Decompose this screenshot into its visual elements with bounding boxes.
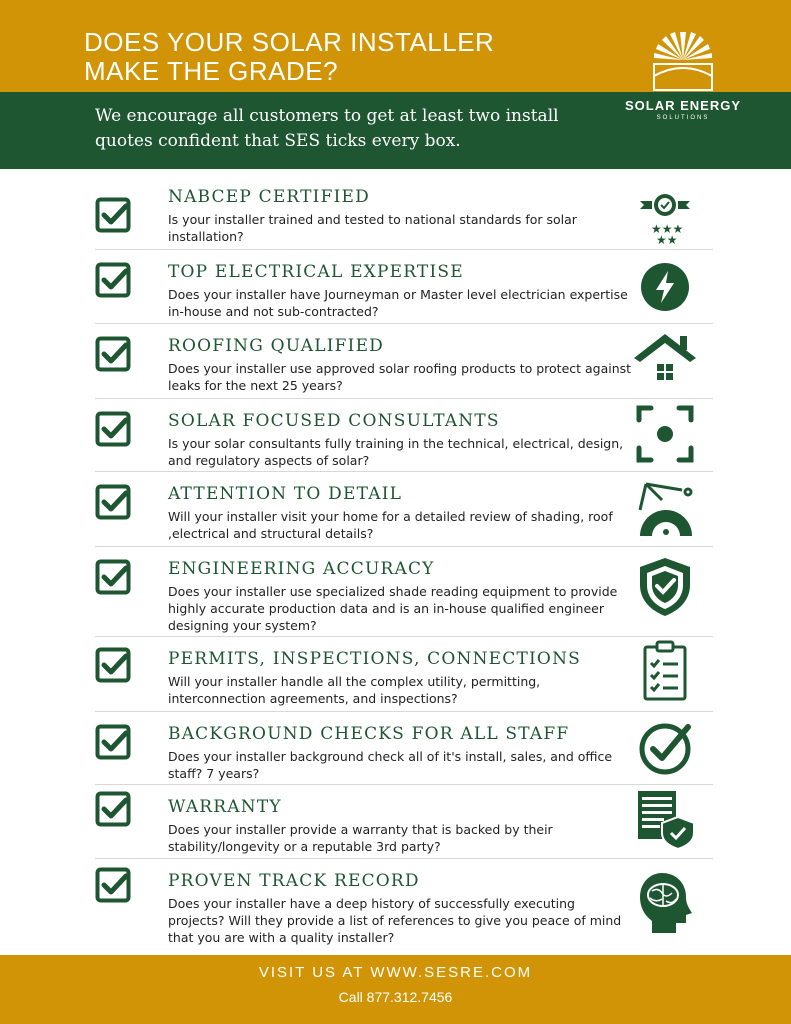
company-logo bbox=[612, 30, 754, 126]
list-item bbox=[0, 175, 791, 250]
checkbox-checked-icon bbox=[95, 336, 131, 372]
list-item bbox=[0, 859, 791, 955]
item-title: ROOFING QUALIFIED bbox=[168, 336, 385, 356]
item-description: Does your installer have a deep history of successfully executing projects? Will they provide a list of references to give you peace of mind that you are with a quality installer? bbox=[168, 896, 622, 945]
title-line-1: DOES YOUR SOLAR INSTALLER bbox=[84, 27, 495, 57]
list-item bbox=[0, 399, 791, 472]
item-title: SOLAR FOCUSED CONSULTANTS bbox=[168, 411, 500, 431]
phone-number[interactable]: Call 877.312.7456 bbox=[338, 989, 453, 1005]
item-title: ATTENTION TO DETAIL bbox=[168, 484, 403, 504]
list-item bbox=[0, 250, 791, 324]
svg-text:★★★: ★★★ bbox=[651, 222, 684, 236]
item-title: PROVEN TRACK RECORD bbox=[168, 871, 420, 891]
item-description: Will your installer handle all the complex utility, permitting, interconnection agreements, and inspections? bbox=[168, 674, 541, 706]
item-title: WARRANTY bbox=[168, 797, 282, 817]
item-title: TOP ELECTRICAL EXPERTISE bbox=[168, 262, 464, 282]
shield-check-icon bbox=[632, 555, 698, 619]
list-item bbox=[0, 547, 791, 637]
item-title: NABCEP CERTIFIED bbox=[168, 187, 370, 207]
logo-subtitle: SOLUTIONS bbox=[656, 115, 710, 121]
list-item bbox=[0, 637, 791, 712]
item-description: Is your installer trained and tested to national standards for solar installation? bbox=[168, 212, 577, 244]
checkbox-checked-icon bbox=[95, 262, 131, 298]
focus-target-icon bbox=[632, 402, 698, 466]
list-item bbox=[0, 472, 791, 547]
item-title: BACKGROUND CHECKS FOR ALL STAFF bbox=[168, 724, 570, 744]
title-line-2: MAKE THE GRADE? bbox=[84, 56, 339, 86]
item-title: ENGINEERING ACCURACY bbox=[168, 559, 435, 579]
checkbox-checked-icon bbox=[95, 867, 131, 903]
item-description: Does your installer provide a warranty that is backed by their stability/longevity or a reputable 3rd party? bbox=[168, 822, 553, 854]
checkbox-checked-icon bbox=[95, 724, 131, 760]
head-brain-icon bbox=[632, 871, 698, 935]
item-description: Does your installer use specialized shade reading equipment to provide highly accurate production data and is an in-house qualified engineer designing your system? bbox=[168, 584, 618, 633]
item-description: Will your installer visit your home for a detailed review of shading, roof ,electrical and structural details? bbox=[168, 509, 613, 541]
logo-name: SOLAR ENERGY bbox=[624, 98, 741, 113]
item-description: Does your installer background check all of it's install, sales, and office staff? 7 years? bbox=[168, 749, 613, 781]
house-roof-icon bbox=[632, 328, 698, 392]
lightning-bolt-icon bbox=[632, 255, 698, 319]
checkbox-checked-icon bbox=[95, 411, 131, 447]
item-description: Is your solar consultants fully training in the technical, electrical, design, and regulatory aspects of solar? bbox=[168, 436, 624, 468]
warranty-document-icon bbox=[632, 787, 698, 851]
list-item bbox=[0, 712, 791, 785]
svg-text:★★: ★★ bbox=[656, 233, 678, 245]
website-link[interactable]: VISIT US AT WWW.SESRE.COM bbox=[258, 964, 533, 981]
checkbox-checked-icon bbox=[95, 559, 131, 595]
item-description: Does your installer have Journeyman or Master level electrician expertise in-house and not sub-contracted? bbox=[168, 287, 628, 319]
checkbox-checked-icon bbox=[95, 647, 131, 683]
page-title bbox=[84, 28, 494, 86]
sun-logo-icon bbox=[652, 30, 714, 92]
checkbox-checked-icon bbox=[95, 791, 131, 827]
item-description: Does your installer use approved solar roofing products to protect against leaks for the next 25 years? bbox=[168, 361, 632, 393]
intro-text: We encourage all customers to get at least two install quotes confident that SES ticks every box. bbox=[95, 106, 559, 151]
checkbox-checked-icon bbox=[95, 197, 131, 233]
clipboard-checklist-icon bbox=[632, 639, 698, 703]
circle-check-icon bbox=[632, 715, 698, 779]
list-item bbox=[0, 785, 791, 859]
list-item bbox=[0, 324, 791, 399]
certified-badge-icon bbox=[632, 181, 698, 245]
item-title: PERMITS, INSPECTIONS, CONNECTIONS bbox=[168, 649, 581, 669]
drafting-compass-icon bbox=[632, 476, 698, 540]
checkbox-checked-icon bbox=[95, 484, 131, 520]
